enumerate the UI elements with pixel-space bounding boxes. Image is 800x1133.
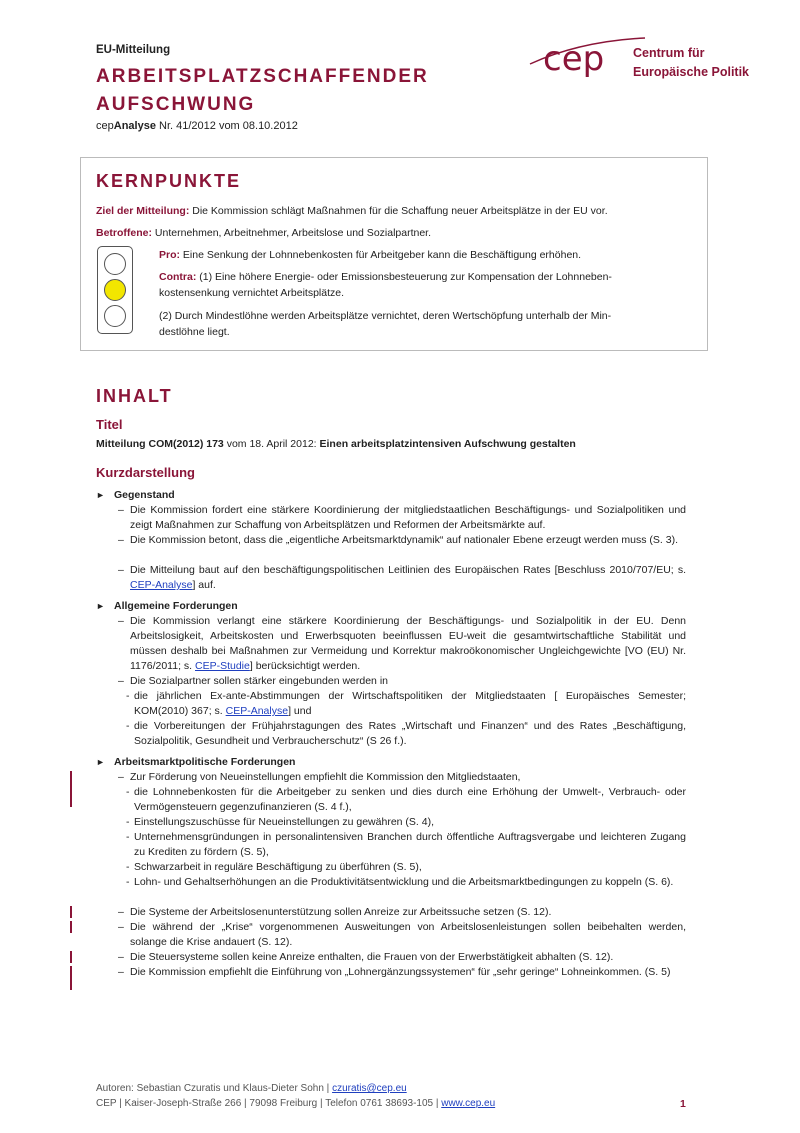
arrow-icon: ►	[96, 757, 105, 767]
list-item-text-post: ] auf.	[192, 579, 216, 591]
list-item-text: Die Systeme der Arbeitslosenunterstützung sollen Anreize zur Arbeitssuche setzen (S. 12).	[130, 906, 552, 918]
revision-bar	[70, 951, 72, 963]
list-item-text: Die Kommission verlangt eine stärkere Koordinierung der Beschäftigungs- und Sozialpolitik in der EU. Denn Arbeitslosigkeit, Arbeitskosten und Erwerbsquoten beeinflussen EU-weit die gesamtwirtschaftliche Stabilität und müssen deshalb bei Maßnahmen zur Vermeidung und Korrektur makroökonomischer Ungleichgewichte [VO (EU) Nr. 1176/2011; s.	[130, 615, 686, 672]
analysis-line	[96, 120, 298, 132]
list-item-text: Die Kommission empfiehlt die Einführung von „Lohnergänzungssystemen“ für „sehr geringe“ Lohneinkommen. (S. 5)	[130, 966, 671, 978]
sub-item-text: die Lohnnebenkosten für die Arbeitgeber zu senken und dies durch eine Erhöhung der Umwelt-, Verbrauch- oder Vermögensteuern gegenzufinanzieren (S. 4 f.),	[134, 786, 686, 813]
list-item	[118, 950, 686, 965]
kernpunkte-title: KERNPUNKTE	[96, 171, 242, 191]
titel-bold-1: Mitteilung COM(2012) 173	[96, 438, 224, 450]
dash-icon: –	[118, 564, 124, 576]
kp-betroffene-label: Betroffene:	[96, 227, 153, 239]
kp-contra-label: Contra:	[159, 271, 197, 283]
dash-icon: –	[118, 966, 124, 978]
cep-studie-link[interactable]: CEP-Studie	[195, 660, 250, 672]
revision-bar	[70, 771, 72, 807]
sub-list-item	[126, 689, 686, 719]
kurzdarstellung-heading: Kurzdarstellung	[96, 465, 195, 480]
list-item-text: Die Mitteilung baut auf den beschäftigungspolitischen Leitlinien des Europäischen Rates [Beschluss 2010/707/EU; s.	[130, 564, 686, 576]
sub-bullet-icon: -	[126, 786, 130, 798]
arrow-icon: ►	[96, 490, 105, 500]
kp-contra-2	[159, 308, 689, 340]
titel-line	[96, 437, 576, 452]
list-item	[118, 965, 686, 980]
list-item-text: Die Kommission fordert eine stärkere Koordinierung der mitgliedstaatlichen Beschäftigungs- und Sozialpolitiken und zeigt Maßnahmen zur Schaffung von Arbeitsplätzen und Reformen der Arbeitsmärkte auf.	[130, 504, 686, 531]
kernpunkte-box	[80, 157, 708, 351]
titel-mid: vom 18. April 2012:	[223, 438, 320, 450]
analysis-bold: Analyse	[113, 120, 156, 132]
sub-list-item	[126, 815, 686, 830]
sub-list-item	[126, 785, 686, 815]
kp-betroffene	[96, 225, 431, 241]
list-item	[118, 503, 686, 533]
page-number: 1	[680, 1098, 686, 1110]
sub-item-text: Einstellungszuschüsse für Neueinstellungen zu gewähren (S. 4),	[134, 816, 435, 828]
sub-bullet-icon: -	[126, 861, 130, 873]
kp-pro-text: Eine Senkung der Lohnnebenkosten für Arbeitgeber kann die Beschäftigung erhöhen.	[180, 249, 582, 261]
dash-icon: –	[118, 615, 124, 627]
list-item	[118, 920, 686, 950]
kp-contra	[159, 269, 689, 301]
section-arbeitsmarkt-label: Arbeitsmarktpolitische Forderungen	[114, 756, 296, 768]
titel-heading: Titel	[96, 417, 123, 432]
titel-bold-2: Einen arbeitsplatzintensiven Aufschwung gestalten	[319, 438, 576, 450]
revision-bar	[70, 966, 72, 990]
analysis-rest: Nr. 41/2012 vom 08.10.2012	[155, 120, 298, 132]
sub-item-text: Schwarzarbeit in reguläre Beschäftigung zu überführen (S. 5),	[134, 861, 422, 873]
kp-ziel-label: Ziel der Mitteilung:	[96, 205, 190, 217]
kp-contra-line-1	[159, 269, 689, 285]
sub-list-item	[126, 719, 686, 749]
kp-ziel-text: Die Kommission schlägt Maßnahmen für die Schaffung neuer Arbeitsplätze in der EU vor.	[189, 205, 608, 217]
list-item	[118, 614, 686, 674]
logo-caption-line-2: Europäische Politik	[633, 65, 750, 79]
footer-address-text: CEP | Kaiser-Joseph-Straße 266 | 79098 Freiburg | Telefon 0761 38693-105 |	[96, 1098, 442, 1109]
section-arbeitsmarkt-heading	[96, 756, 295, 768]
dash-icon: –	[118, 534, 124, 546]
website-link[interactable]: www.cep.eu	[441, 1098, 496, 1109]
cep-analyse-link-2[interactable]: CEP-Analyse	[225, 705, 289, 717]
section-allgemein-label: Allgemeine Forderungen	[114, 600, 238, 612]
kp-contra-text-1: (1) Eine höhere Energie- oder Emissionsbesteuerung zur Kompensation der Lohnneben-	[196, 271, 612, 283]
list-item-text: Die Steuersysteme sollen keine Anreize enthalten, die Frauen von der Erwerbstätigkeit abhalten (S. 12).	[130, 951, 614, 963]
footer-authors-text: Autoren: Sebastian Czuratis und Klaus-Dieter Sohn |	[96, 1083, 333, 1094]
section-gegenstand-heading	[96, 489, 175, 501]
revision-bar	[70, 906, 72, 918]
list-item	[118, 770, 686, 785]
sub-bullet-icon: -	[126, 690, 130, 702]
list-item	[118, 905, 686, 920]
sub-item-text: Unternehmensgründungen in personalintensiven Branchen durch öffentliche Auftragsvergabe und leichteren Zugang zu Krediten zu fördern (S. 5),	[134, 831, 686, 858]
title-line-2: AUFSCHWUNG	[96, 94, 256, 115]
sub-item-text: die jährlichen Ex-ante-Abstimmungen der Wirtschaftspolitiken der Mitgliedstaaten [ Europäisches Semester; KOM(2010) 367; s.	[134, 690, 686, 717]
sub-bullet-icon: -	[126, 720, 130, 732]
arrow-icon: ►	[96, 601, 105, 611]
dash-icon: –	[118, 771, 124, 783]
kp-ziel	[96, 203, 608, 219]
list-item	[118, 533, 686, 548]
section-allgemein-heading	[96, 600, 238, 612]
traffic-light-icon	[97, 246, 133, 334]
title-line-1: ARBEITSPLATZSCHAFFENDER	[96, 66, 429, 87]
sub-item-text: die Vorbereitungen der Frühjahrstagungen des Rates „Wirtschaft und Finanzen“ und des Rates „Beschäftigung, Sozialpolitik, Gesundheit und Verbraucherschutz“ (S 26 f.).	[134, 720, 686, 747]
sub-item-text-post: ] und	[288, 705, 312, 717]
revision-bar	[70, 921, 72, 933]
list-item-text: Die Sozialpartner sollen stärker eingebunden werden in	[130, 675, 388, 687]
kp-pro	[159, 247, 581, 263]
logo-caption-line-1: Centrum für	[633, 46, 705, 60]
sub-bullet-icon: -	[126, 816, 130, 828]
list-item-text: Zur Förderung von Neueinstellungen empfiehlt die Kommission den Mitgliedstaaten,	[130, 771, 521, 783]
kp-betroffene-text: Unternehmen, Arbeitnehmer, Arbeitslose und Sozialpartner.	[152, 227, 432, 239]
kp-contra2-line-1: (2) Durch Mindestlöhne werden Arbeitsplätze vernichtet, deren Wertschöpfung unterhalb der Min-	[159, 310, 612, 322]
dash-icon: –	[118, 504, 124, 516]
author-email-link[interactable]: czuratis@cep.eu	[332, 1083, 407, 1094]
traffic-lamp-top	[104, 253, 126, 275]
sub-list-item	[126, 830, 686, 860]
list-item-text: Die während der „Krise“ vorgenommenen Ausweitungen von Arbeitslosenleistungen sollen beibehalten werden, solange die Krise andauert (S. 12).	[130, 921, 686, 948]
sub-list-item	[126, 875, 686, 890]
inhalt-title: INHALT	[96, 386, 173, 406]
sub-bullet-icon: -	[126, 831, 130, 843]
footer-authors	[96, 1083, 407, 1094]
kp-contra-line-2: kostensenkung vernichtet Arbeitsplätze.	[159, 287, 345, 299]
section-gegenstand-label: Gegenstand	[114, 489, 175, 501]
kp-pro-label: Pro:	[159, 249, 180, 261]
footer-address	[96, 1098, 495, 1109]
list-item-text: Die Kommission betont, dass die „eigentliche Arbeitsmarktdynamik“ auf nationaler Ebene erzeugt werden muss (S. 3).	[130, 534, 679, 546]
sub-item-text: Lohn- und Gehaltserhöhungen an die Produktivitätsentwicklung und die Arbeitsmarktbedingungen zu koppeln (S. 6).	[134, 876, 674, 888]
dash-icon: –	[118, 906, 124, 918]
list-item-text-post: ] berücksichtigt werden.	[249, 660, 361, 672]
analysis-prefix: cep	[96, 120, 114, 132]
page-title	[96, 63, 429, 119]
logo-caption	[633, 44, 749, 82]
doc-type: EU-Mitteilung	[96, 44, 171, 56]
cep-analyse-link[interactable]: CEP-Analyse	[130, 579, 193, 591]
list-item	[118, 563, 686, 593]
traffic-lamp-middle	[104, 279, 126, 301]
logo-text: cep	[543, 39, 605, 79]
dash-icon: –	[118, 921, 124, 933]
dash-icon: –	[118, 675, 124, 687]
sub-list-item	[126, 860, 686, 875]
traffic-lamp-bottom	[104, 305, 126, 327]
kp-contra2-line-2: destlöhne liegt.	[159, 326, 230, 338]
sub-bullet-icon: -	[126, 876, 130, 888]
list-item	[118, 674, 686, 689]
dash-icon: –	[118, 951, 124, 963]
